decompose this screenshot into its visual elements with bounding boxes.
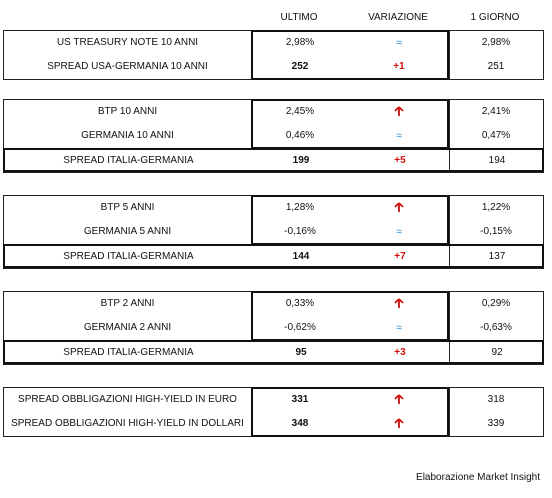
giorno-value: 1,22%	[481, 202, 511, 213]
row-label: SPREAD ITALIA-GERMANIA	[63, 347, 194, 358]
spread-row	[3, 148, 544, 172]
giorno-value: 318	[487, 394, 505, 405]
group-btp-10	[3, 99, 544, 173]
up-arrow-icon	[349, 412, 449, 436]
ultimo-value: 0,33%	[285, 298, 315, 309]
giorno-value: -0,63%	[480, 322, 512, 333]
ultimo-value: 252	[291, 61, 309, 72]
approx-icon: ≈	[395, 37, 403, 49]
row-label: SPREAD OBBLIGAZIONI HIGH-YIELD IN EURO	[18, 394, 237, 405]
ultimo-value: 144	[292, 251, 310, 262]
ultimo-value: 1,28%	[285, 202, 315, 213]
ultimo-value: 95	[295, 347, 307, 358]
giorno-value: -0,15%	[480, 226, 512, 237]
table-row	[4, 100, 543, 124]
giorno-value: 0,29%	[481, 298, 511, 309]
row-label: SPREAD ITALIA-GERMANIA	[63, 251, 194, 262]
giorno-value: 251	[487, 61, 505, 72]
ultimo-value: 331	[291, 394, 309, 405]
ultimo-value: 0,46%	[285, 130, 315, 141]
variation-value: +7	[394, 251, 406, 262]
row-label: BTP 5 ANNI	[100, 202, 155, 213]
table-row	[4, 124, 543, 148]
up-arrow-icon	[349, 196, 449, 220]
ultimo-value: 2,45%	[285, 106, 315, 117]
header-ultimo: ULTIMO	[280, 12, 318, 23]
spread-row	[3, 244, 544, 268]
table-row	[4, 388, 543, 412]
up-arrow-icon	[349, 100, 449, 124]
giorno-value: 194	[488, 155, 506, 166]
row-label: BTP 2 ANNI	[100, 298, 155, 309]
ultimo-value: 2,98%	[285, 37, 315, 48]
ultimo-value: -0,16%	[284, 226, 316, 237]
header-variazione: VARIAZIONE	[368, 12, 428, 23]
approx-icon: ≈	[395, 226, 403, 238]
variation-value: +5	[394, 155, 406, 166]
row-label: GERMANIA 10 ANNI	[81, 130, 174, 141]
up-arrow-icon	[349, 292, 449, 316]
giorno-value: 2,41%	[481, 106, 511, 117]
row-label: GERMANIA 2 ANNI	[83, 322, 172, 333]
table-row	[4, 196, 543, 220]
approx-icon: ≈	[395, 130, 403, 142]
row-label: SPREAD USA-GERMANIA 10 ANNI	[47, 61, 208, 72]
table-row	[4, 316, 543, 340]
giorno-value: 2,98%	[481, 37, 511, 48]
row-label: US TREASURY NOTE 10 ANNI	[56, 37, 199, 48]
header-1-giorno: 1 GIORNO	[470, 12, 520, 23]
ultimo-value: 199	[292, 155, 310, 166]
group-btp-5	[3, 195, 544, 269]
table-row	[4, 292, 543, 316]
row-label: SPREAD ITALIA-GERMANIA	[63, 155, 194, 166]
variation-value: +3	[394, 347, 406, 358]
approx-icon: ≈	[395, 322, 403, 334]
table-row	[4, 412, 543, 436]
table-row	[4, 31, 543, 55]
ultimo-value: -0,62%	[284, 322, 316, 333]
giorno-value: 339	[487, 418, 505, 429]
table-row	[4, 220, 543, 244]
up-arrow-icon	[349, 388, 449, 412]
ultimo-value: 348	[291, 418, 309, 429]
giorno-value: 92	[491, 347, 503, 358]
row-label: BTP 10 ANNI	[97, 106, 158, 117]
variation-value: +1	[393, 61, 405, 72]
group-btp-2	[3, 291, 544, 365]
source-credit: Elaborazione Market Insight	[416, 472, 540, 483]
group-high-yield	[3, 387, 544, 437]
giorno-value: 0,47%	[481, 130, 511, 141]
row-label: SPREAD OBBLIGAZIONI HIGH-YIELD IN DOLLARI	[11, 418, 244, 429]
table-row	[4, 55, 543, 79]
giorno-value: 137	[488, 251, 506, 262]
group-us-treasury	[3, 30, 544, 80]
row-label: GERMANIA 5 ANNI	[83, 226, 172, 237]
spread-row	[3, 340, 544, 364]
